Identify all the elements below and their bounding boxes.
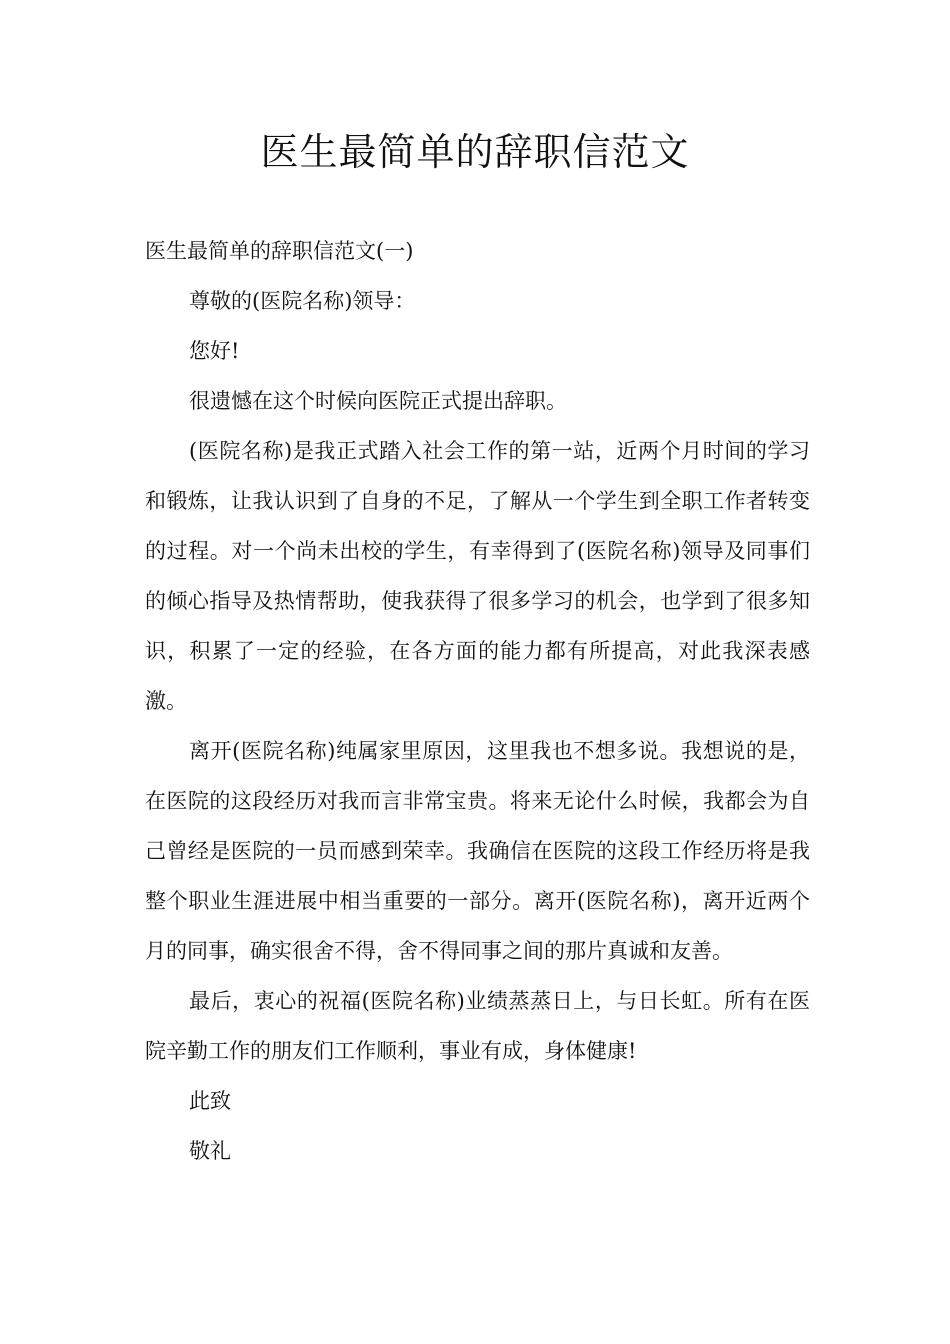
document-title: 医生最简单的辞职信范文 (260, 130, 690, 174)
document-subtitle: 医生最简单的辞职信范文(一) (145, 239, 414, 263)
paragraph: 最后，衷心的祝福(医院名称)业绩蒸蒸日上，与日长虹。所有在医院辛勤工作的朋友们工作顺利，事业有成，身体健康! (145, 989, 810, 1063)
document-body (145, 226, 810, 1176)
paragraph: 离开(医院名称)纯属家里原因，这里我也不想多说。我想说的是，在医院的这段经历对我而言非常宝贵。将来无论什么时候，我都会为自己曾经是医院的一员而感到荣幸。我确信在医院的这段工作经历将是我整个职业生涯进展中相当重要的一部分。离开(医院名称)，离开近两个月的同事，确实很舍不得，舍不得同事之间的那片真诚和友善。 (145, 739, 810, 963)
closing-line: 此致 (189, 1089, 231, 1113)
paragraph: 很遗憾在这个时候向医院正式提出辞职。 (189, 389, 567, 413)
paragraph: (医院名称)是我正式踏入社会工作的第一站，近两个月时间的学习和锻炼，让我认识到了自身的不足，了解从一个学生到全职工作者转变的过程。对一个尚未出校的学生，有幸得到了(医院名称)领导及同事们的倾心指导及热情帮助，使我获得了很多学习的机会，也学到了很多知识，积累了一定的经验，在各方面的能力都有所提高，对此我深表感激。 (145, 439, 810, 713)
salutation: 尊敬的(医院名称)领导： (189, 289, 416, 313)
greeting: 您好! (189, 339, 240, 363)
closing-line: 敬礼 (189, 1139, 231, 1163)
